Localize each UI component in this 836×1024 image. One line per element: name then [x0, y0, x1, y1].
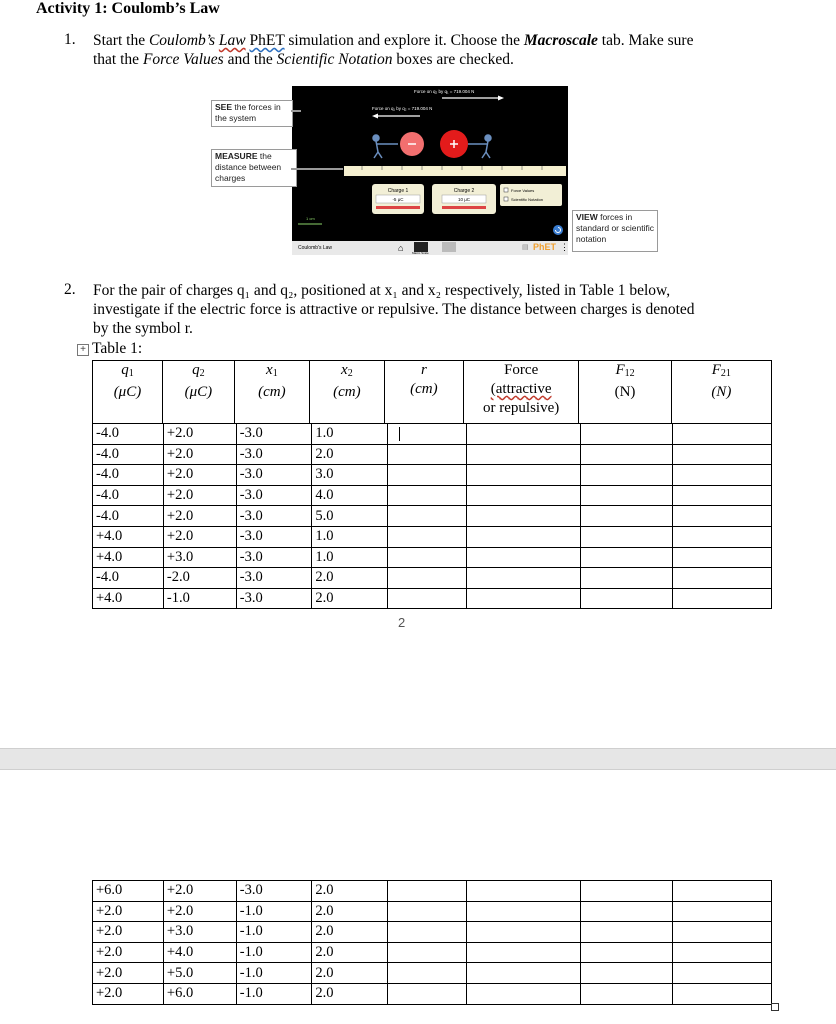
table-cell-empty[interactable]: [580, 942, 672, 963]
table-cell: +2.0: [93, 963, 164, 984]
table-1-header: [92, 360, 772, 424]
item-1-t9: that the: [93, 51, 143, 68]
table-row: [93, 485, 772, 506]
table-cell: +2.0: [93, 922, 164, 943]
table-cell: +2.0: [163, 424, 236, 445]
table-cell-empty[interactable]: [387, 881, 466, 902]
table-cell: 2.0: [312, 901, 388, 922]
table-cell: +2.0: [163, 526, 236, 547]
table-cell: +3.0: [163, 547, 236, 568]
table-cell-empty[interactable]: [466, 588, 580, 609]
table-cell: 2.0: [312, 922, 388, 943]
table-cell: -3.0: [236, 526, 312, 547]
table-cell: +4.0: [163, 942, 236, 963]
table-cell: -2.0: [163, 568, 236, 589]
charge-1-value: -5 μC: [392, 197, 404, 202]
table-cell-empty[interactable]: [672, 424, 771, 445]
item-2-line-3: by the symbol r.: [93, 320, 193, 337]
table-row: [93, 547, 772, 568]
callout-view: [572, 210, 658, 252]
table-cell: -3.0: [236, 588, 312, 609]
table-cell: -3.0: [236, 424, 312, 445]
table-cell-empty[interactable]: [580, 465, 672, 486]
simulation-scene: [292, 86, 568, 241]
macro-tab-label: Macro Scale: [412, 251, 429, 255]
scientific-notation-checkbox[interactable]: [504, 197, 508, 201]
table-cell: +2.0: [163, 881, 236, 902]
table-row: [93, 444, 772, 465]
callout-measure-bold: MEASURE: [215, 151, 258, 161]
page-break-gap: [0, 748, 836, 770]
force-label-second: Force on q₁ by q₂ = 719.004 N: [372, 106, 433, 111]
table-cell-empty[interactable]: [672, 568, 771, 589]
header-force-type: Force (attractive or repulsive): [463, 361, 579, 424]
header-r: r (cm): [384, 361, 463, 424]
charge-2-label: Charge 2: [453, 188, 475, 194]
table-cell-empty[interactable]: [580, 901, 672, 922]
table-cell-empty[interactable]: [466, 444, 580, 465]
table-cell: +2.0: [163, 506, 236, 527]
table-cell: -1.0: [236, 901, 312, 922]
table-cell-empty[interactable]: [672, 983, 771, 1004]
table-cell: 2.0: [312, 942, 388, 963]
table-cell-empty[interactable]: [387, 526, 466, 547]
table-cell: 2.0: [312, 983, 388, 1004]
table-cell: -3.0: [236, 465, 312, 486]
table-cell: 1.0: [312, 547, 388, 568]
charge-1-label: Charge 1: [387, 188, 409, 194]
table-cell: +6.0: [163, 983, 236, 1004]
item-1-t6: simulation and explore it. Choose the: [284, 32, 524, 49]
table-cell-empty[interactable]: [387, 547, 466, 568]
charge-1-slider[interactable]: [376, 206, 420, 209]
keyboard-icon[interactable]: ▤: [522, 244, 529, 251]
table-cell-empty[interactable]: [466, 485, 580, 506]
reset-button[interactable]: [553, 225, 563, 235]
table-cell-empty[interactable]: [672, 963, 771, 984]
table-cell: -1.0: [236, 963, 312, 984]
table-cell: -3.0: [236, 444, 312, 465]
pusher-figure-left: [373, 135, 398, 158]
force-arrowhead-left: [372, 114, 378, 119]
table-cell-empty[interactable]: [466, 526, 580, 547]
table-cell-empty[interactable]: [387, 922, 466, 943]
table-cell: 1.0: [312, 424, 388, 445]
table-cell: +6.0: [93, 881, 164, 902]
table-row: [93, 506, 772, 527]
charge-2-value: 10 μC: [457, 197, 471, 202]
callout-see-connector: [291, 110, 301, 112]
table-cell-empty[interactable]: [466, 922, 580, 943]
table-cell-empty[interactable]: [580, 526, 672, 547]
force-values-label: Force Values: [511, 188, 535, 193]
table-cell: -4.0: [93, 424, 164, 445]
table-cell: -4.0: [93, 444, 164, 465]
table-cell: -1.0: [236, 983, 312, 1004]
item-1-t11: and the: [223, 51, 277, 68]
table-cell: -3.0: [236, 506, 312, 527]
callout-see-text: the forces in the system: [215, 102, 281, 123]
header-q1: $q_1$ (μC): [93, 361, 163, 424]
menu-icon[interactable]: ⋮: [560, 242, 569, 252]
table-cell: 2.0: [312, 588, 388, 609]
table-cell: -4.0: [93, 506, 164, 527]
table-cell: -3.0: [236, 568, 312, 589]
force-values-checkbox[interactable]: [504, 188, 508, 192]
table-cell: +4.0: [93, 547, 164, 568]
table-caption: Table 1:: [92, 340, 143, 357]
item-2-text: [93, 281, 813, 338]
table-cell: +2.0: [163, 444, 236, 465]
table-cell: 2.0: [312, 444, 388, 465]
table-cell-empty[interactable]: [672, 901, 771, 922]
table-cell-empty[interactable]: [580, 444, 672, 465]
table-cell-empty[interactable]: [580, 568, 672, 589]
table-cell-empty[interactable]: [466, 506, 580, 527]
item-1-t5: PhET: [249, 32, 285, 49]
item-1-t8: tab. Make sure: [597, 32, 694, 49]
header-q2: $q_2$ (μC): [162, 361, 234, 424]
table-row: [93, 963, 772, 984]
text-cursor: [399, 427, 400, 441]
table-cell-empty[interactable]: [672, 588, 771, 609]
table-cell-empty[interactable]: [466, 942, 580, 963]
table-cell-empty[interactable]: [387, 465, 466, 486]
charge-2-slider[interactable]: [442, 206, 486, 209]
sim-title: Coulomb's Law: [298, 245, 333, 251]
table-cell: +2.0: [93, 983, 164, 1004]
table-cell-empty[interactable]: [387, 485, 466, 506]
table-row: [93, 922, 772, 943]
table-cell: -1.0: [236, 942, 312, 963]
table-cell: -3.0: [236, 485, 312, 506]
callout-measure-connector: [291, 168, 343, 170]
table-cell-empty[interactable]: [580, 506, 672, 527]
item-1-text: [93, 31, 793, 69]
table-cell: +3.0: [163, 922, 236, 943]
table-cell-empty[interactable]: [387, 901, 466, 922]
scientific-notation-label: Scientific Notation: [511, 197, 544, 202]
table-cell-empty[interactable]: [580, 485, 672, 506]
table-resize-handle[interactable]: [771, 1003, 779, 1011]
table-row: [93, 465, 772, 486]
item-1-t3: Law: [218, 32, 246, 49]
item-1-t12: Scientific Notation: [276, 51, 393, 68]
header-f12: $F_{12}$ (N): [579, 361, 671, 424]
callout-view-text: forces in standard or scientific notation: [576, 212, 654, 244]
table-cell-empty[interactable]: [672, 485, 771, 506]
table-cell: +2.0: [163, 465, 236, 486]
item-2-line-2: investigate if the electric force is attractive or repulsive. The distance between charges is denoted: [93, 301, 695, 318]
table-cell: +2.0: [93, 901, 164, 922]
item-1-t2: Coulomb’s: [148, 32, 219, 49]
item-1-t10: Force Values: [142, 51, 224, 68]
table-cell: +4.0: [93, 588, 164, 609]
phet-logo[interactable]: PhET: [533, 242, 557, 252]
table-cell-empty[interactable]: [672, 942, 771, 963]
table-cell-empty[interactable]: [466, 568, 580, 589]
header-f21: $F_{21}$ (N): [671, 361, 771, 424]
table-cell: +2.0: [163, 901, 236, 922]
table-cell: 2.0: [312, 881, 388, 902]
atomic-tab-icon[interactable]: [442, 242, 456, 252]
table-cell-empty[interactable]: [672, 922, 771, 943]
table-1-body-page-2: [92, 880, 772, 1005]
callout-measure: [211, 149, 297, 187]
table-cell: 3.0: [312, 465, 388, 486]
table-cell: -4.0: [93, 485, 164, 506]
table-cell-empty[interactable]: [672, 526, 771, 547]
table-cell-empty[interactable]: [466, 465, 580, 486]
item-1-t7: Macroscale: [523, 32, 598, 49]
table-row: [93, 881, 772, 902]
table-cell-empty[interactable]: [466, 547, 580, 568]
page-number: 2: [398, 615, 406, 630]
item-1-t1: Start the: [93, 32, 149, 49]
table-cell: 2.0: [312, 568, 388, 589]
table-cell-empty[interactable]: [580, 922, 672, 943]
table-cell: +2.0: [163, 485, 236, 506]
table-cell: 2.0: [312, 963, 388, 984]
table-cell: -4.0: [93, 568, 164, 589]
table-cell: +2.0: [93, 942, 164, 963]
table-cell-empty[interactable]: [387, 983, 466, 1004]
table-cell-empty[interactable]: [466, 963, 580, 984]
table-row: [93, 526, 772, 547]
table-cell: -3.0: [236, 881, 312, 902]
table-move-handle-icon[interactable]: +: [77, 344, 89, 356]
item-2-number: 2.: [64, 281, 76, 298]
item-1-number: 1.: [64, 31, 76, 48]
table-cell-empty[interactable]: [672, 881, 771, 902]
table-cell-empty[interactable]: [672, 506, 771, 527]
table-cell: +4.0: [93, 526, 164, 547]
table-cell: -3.0: [236, 547, 312, 568]
table-cell-empty[interactable]: [580, 588, 672, 609]
home-icon[interactable]: ⌂: [398, 243, 404, 253]
table-row: [93, 424, 772, 445]
activity-heading: Activity 1: Coulomb’s Law: [36, 0, 220, 17]
table-cell: -1.0: [236, 922, 312, 943]
table-cell: -4.0: [93, 465, 164, 486]
table-cell-empty[interactable]: [387, 963, 466, 984]
table-1-body-page-1: [92, 423, 772, 609]
table-cell-empty[interactable]: [466, 881, 580, 902]
table-cell-empty[interactable]: [672, 465, 771, 486]
table-cell-empty[interactable]: [580, 983, 672, 1004]
table-cell-empty[interactable]: [466, 901, 580, 922]
table-cell: +5.0: [163, 963, 236, 984]
header-x2: $x_2$ (cm): [309, 361, 384, 424]
table-cell-empty[interactable]: [580, 424, 672, 445]
table-cell-empty[interactable]: [672, 444, 771, 465]
header-x1: $x_1$ (cm): [234, 361, 309, 424]
callout-see-bold: SEE: [215, 102, 233, 112]
scale-label: 1 cm: [306, 216, 315, 221]
callout-measure-text: the distance between charges: [215, 151, 282, 183]
item-2-line-1: For the pair of charges q₁ and q₂, positioned at x₁ and x₂ respectively, listed in Table 1 below,: [93, 282, 671, 299]
table-cell-empty[interactable]: [387, 942, 466, 963]
table-cell-empty[interactable]: [387, 568, 466, 589]
table-cell-empty[interactable]: [672, 547, 771, 568]
sim-navbar: [292, 241, 568, 255]
table-cell: 5.0: [312, 506, 388, 527]
callout-see: [211, 100, 293, 127]
ruler[interactable]: [344, 166, 566, 176]
force-label-top: Force on q₂ by q₁ = 719.004 N: [414, 89, 475, 94]
table-cell: 1.0: [312, 526, 388, 547]
table-cell-empty[interactable]: [580, 881, 672, 902]
table-row: [93, 568, 772, 589]
table-cell: -1.0: [163, 588, 236, 609]
table-row: [93, 942, 772, 963]
table-cell: 4.0: [312, 485, 388, 506]
table-cell-empty[interactable]: [466, 983, 580, 1004]
table-cell-empty[interactable]: [466, 424, 580, 445]
table-row: [93, 901, 772, 922]
item-1-t13: boxes are checked.: [392, 51, 514, 68]
table-cell-empty[interactable]: [580, 963, 672, 984]
pusher-figure-right: [468, 135, 491, 158]
table-row: [93, 588, 772, 609]
table-row: [93, 983, 772, 1004]
phet-simulation-screenshot: [292, 86, 568, 241]
table-cell-empty[interactable]: [387, 588, 466, 609]
force-arrowhead-right: [498, 96, 504, 101]
table-cell-empty[interactable]: [580, 547, 672, 568]
table-cell-empty[interactable]: [387, 506, 466, 527]
table-cell-empty[interactable]: [387, 444, 466, 465]
callout-view-bold: VIEW: [576, 212, 598, 222]
